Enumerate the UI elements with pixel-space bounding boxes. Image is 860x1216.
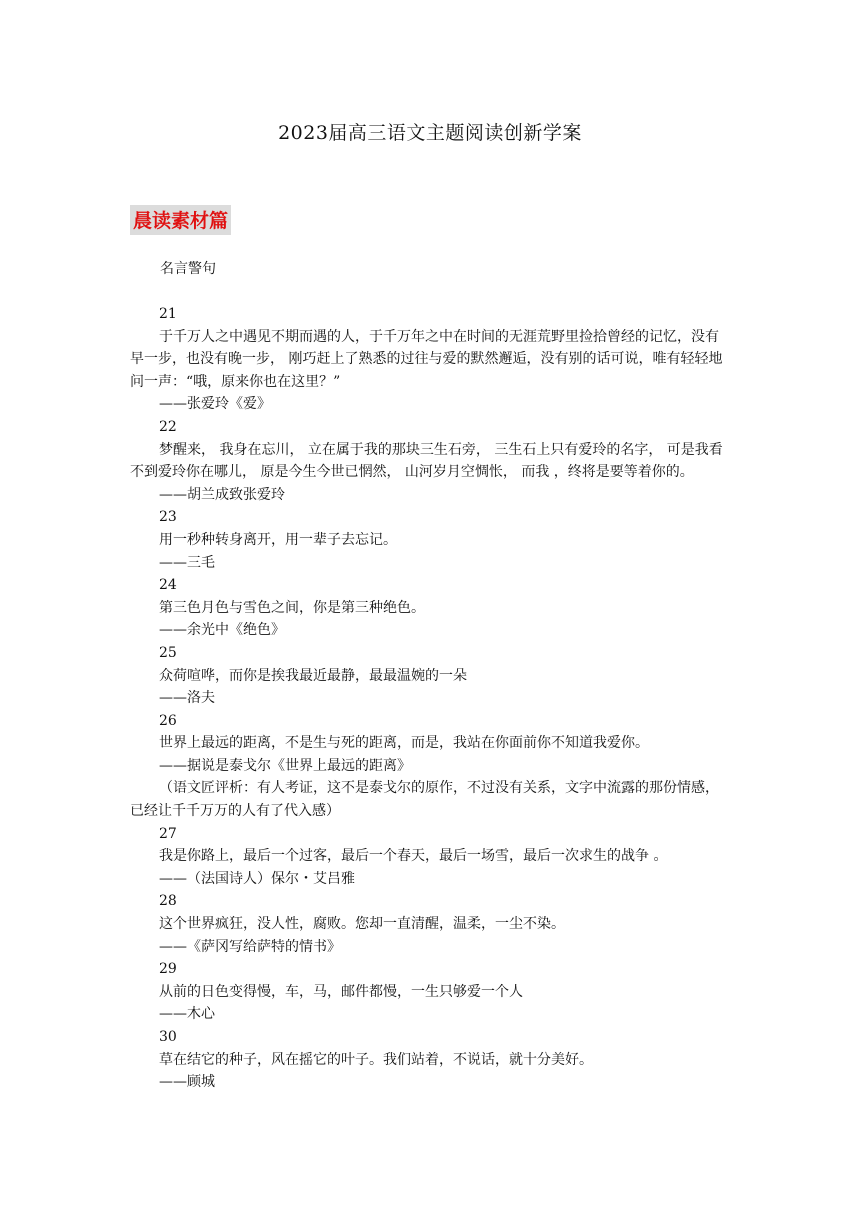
- entry-number: 28: [159, 893, 177, 910]
- quote-text: 这个世界疯狂，没人性，腐败。您却一直清醒，温柔，一尘不染。: [159, 916, 565, 933]
- quote-note: （语文匠评析：有人考证，这不是泰戈尔的原作，不过没有关系，文字中流露的那份情感，已经让千千万万的人有了代入感）: [130, 780, 719, 820]
- entry-number: 27: [159, 825, 177, 842]
- section-label: 晨读素材篇: [130, 205, 231, 235]
- entry-number: 21: [159, 306, 177, 322]
- quote-text: 众荷喧哗，而你是挨我最近最静，最最温婉的一朵: [159, 667, 467, 684]
- document-title: 2023届高三语文主题阅读创新学案: [278, 122, 582, 144]
- quote-source: ——洛夫: [159, 690, 215, 707]
- entry-number: 25: [159, 644, 177, 661]
- quote-source: ——张爱玲《爱》: [159, 396, 271, 413]
- quote-text: 草在结它的种子，风在摇它的叶子。我们站着，不说话，就十分美好。: [159, 1051, 593, 1068]
- quote-source: ——（法国诗人）保尔・艾吕雅: [159, 870, 355, 887]
- quote-source: ——余光中《绝色》: [159, 622, 285, 639]
- entry-number: 26: [159, 712, 177, 729]
- quote-list: [130, 303, 730, 1094]
- quote-text: 梦醒来， 我身在忘川， 立在属于我的那块三生石旁， 三生石上只有爱玲的名字， 可是我看不到爱玲你在哪儿， 原是今生今世已惘然， 山河岁月空惆怅， 而我 ，终将是要等着你的。: [130, 441, 723, 481]
- quote-source: ——胡兰成致张爱玲: [159, 486, 285, 503]
- quote-text: 第三色月色与雪色之间，你是第三种绝色。: [159, 599, 425, 616]
- quote-source: ——《萨冈写给萨特的情书》: [159, 938, 341, 955]
- entry-number: 29: [159, 961, 177, 978]
- quote-source: ——木心: [159, 1006, 215, 1023]
- quote-text: 从前的日色变得慢，车，马，邮件都慢，一生只够爱一个人: [159, 983, 523, 1000]
- entry-number: 22: [159, 418, 177, 435]
- entry-number: 23: [159, 509, 177, 526]
- quote-text: 我是你路上，最后一个过客，最后一个春天，最后一场雪，最后一次求生的战争 。: [159, 848, 668, 865]
- entry-number: 24: [159, 577, 177, 594]
- entry-number: 30: [159, 1029, 177, 1045]
- quote-source: ——据说是泰戈尔《世界上最远的距离》: [159, 757, 411, 774]
- quote-text: 于千万人之中遇见不期而遇的人，于千万年之中在时间的无涯荒野里捡拾曾经的记忆，没有早一步，也没有晚一步， 刚巧赶上了熟悉的过往与爱的默然邂逅，没有别的话可说，唯有轻轻地问一声：“哦，原来你也在这里？”: [130, 328, 723, 390]
- quote-source: ——顾城: [159, 1074, 215, 1091]
- quote-source: ——三毛: [159, 554, 215, 571]
- quote-text: 用一秒种转身离开，用一辈子去忘记。: [159, 531, 397, 548]
- quote-text: 世界上最远的距离，不是生与死的距离，而是，我站在你面前你不知道我爱你。: [159, 735, 649, 752]
- subheading: 名言警句: [160, 261, 216, 277]
